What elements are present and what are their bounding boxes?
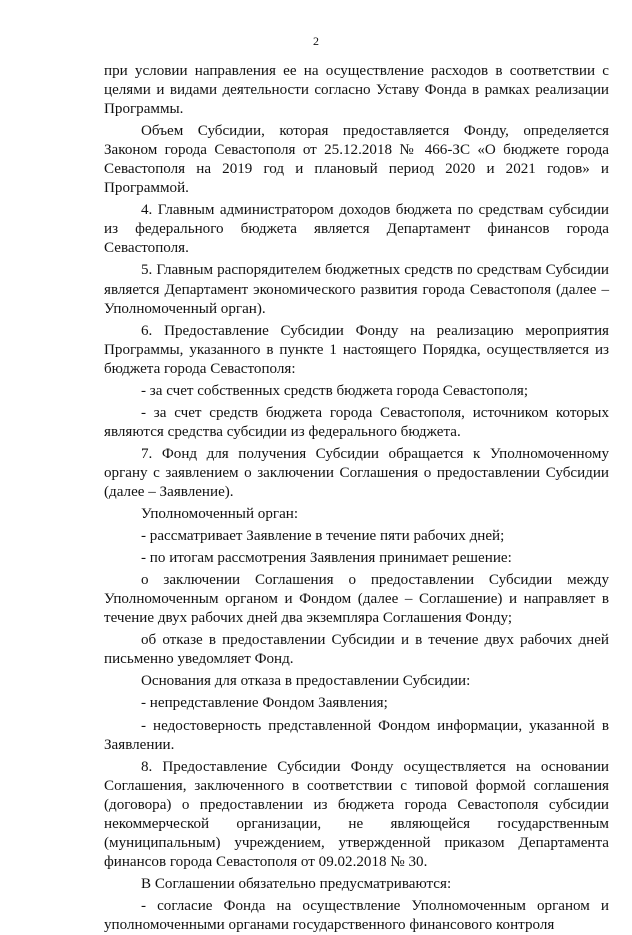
list-item-no-application: - непредставление Фондом Заявления; [141, 695, 388, 712]
page-number: 2 [313, 34, 319, 48]
paragraph-agreement-decision: о заключении Соглашения о предоставлении Субсидии между Уполномоченным органом и Фондом (далее – Соглашение) и направляет в течение двух рабочих дней два экземпляра Соглашения Фонду; [104, 572, 609, 627]
paragraph-item-5: 5. Главным распорядителем бюджетных средств по средствам Субсидии является Департамент экономического развития города Севастополя (далее – Уполномоченный орган). [104, 262, 609, 317]
list-item-decision: - по итогам рассмотрения Заявления принимает решение: [141, 550, 512, 567]
paragraph-item-4: 4. Главным администратором доходов бюджета по средствам субсидии из федерального бюджета является Департамент финансов города Севастополя. [104, 202, 609, 257]
list-item-unreliable-info: - недостоверность представленной Фондом информации, указанной в Заявлении. [104, 717, 609, 753]
document-body [104, 62, 609, 935]
paragraph-agreement-provisions: В Соглашении обязательно предусматриваются: [141, 875, 452, 892]
paragraph-refusal-grounds: Основания для отказа в предоставлении Субсидии: [141, 673, 471, 690]
list-item-federal-funds: - за счет средств бюджета города Севастополя, источником которых являются средства субсидии из федерального бюджета. [104, 404, 609, 440]
list-item-review: - рассматривает Заявление в течение пяти рабочих дней; [141, 528, 505, 545]
paragraph-item-6: 6. Предоставление Субсидии Фонду на реализацию мероприятия Программы, указанного в пункте 1 настоящего Порядка, осуществляется из бюджета города Севастополя: [104, 322, 609, 377]
paragraph-subsidy-volume: Объем Субсидии, которая предоставляется Фонду, определяется Законом города Севастополя от 25.12.2018 № 466-ЗС «О бюджете города Севастополя на 2019 год и плановый период 2020 и 2021 годов» и Программой. [104, 123, 609, 197]
paragraph-item-8: 8. Предоставление Субсидии Фонду осуществляется на основании Соглашения, заключенного в соответствии с типовой формой соглашения (договора) о предоставлении из бюджета города Севастополя субсидии некоммерческой организации, не являющейся государственным (муниципальным) учреждением, утвержденной приказом Департамента финансов города Севастополя от 09.02.2018 № 30. [104, 758, 609, 870]
paragraph-continuation: при условии направления ее на осуществление расходов в соответствии с целями и видами деятельности согласно Уставу Фонда в рамках реализации Программы. [104, 63, 609, 118]
list-item-fund-consent: - согласие Фонда на осуществление Уполномоченным органом и уполномоченными органами государственного финансового контроля [104, 897, 609, 933]
list-item-own-funds: - за счет собственных средств бюджета города Севастополя; [141, 382, 529, 399]
paragraph-refusal-decision: об отказе в предоставлении Субсидии и в течение двух рабочих дней письменно уведомляет Фонд. [104, 632, 609, 668]
paragraph-item-7: 7. Фонд для получения Субсидии обращается к Уполномоченному органу с заявлением о заключении Соглашения о предоставлении Субсидии (далее – Заявление). [104, 445, 609, 500]
paragraph-authorized-body: Уполномоченный орган: [141, 506, 299, 523]
